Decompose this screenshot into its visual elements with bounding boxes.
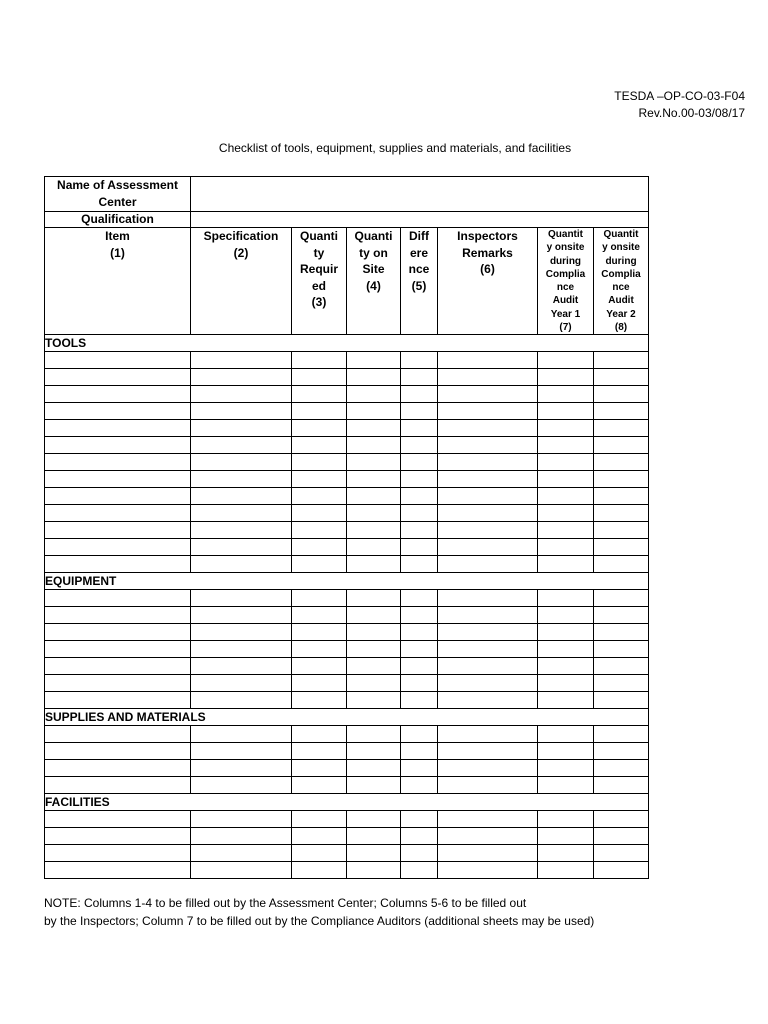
table-cell[interactable] bbox=[401, 505, 438, 522]
table-cell[interactable] bbox=[538, 471, 594, 488]
table-cell[interactable] bbox=[401, 828, 438, 845]
form-code: TESDA –OP-CO-03-F04 bbox=[614, 89, 745, 103]
table-cell[interactable] bbox=[438, 624, 538, 641]
table-cell[interactable] bbox=[191, 556, 292, 573]
table-cell[interactable] bbox=[191, 777, 292, 794]
table-cell[interactable] bbox=[538, 539, 594, 556]
table-cell[interactable] bbox=[45, 624, 191, 641]
table-cell[interactable] bbox=[292, 692, 347, 709]
table-cell[interactable] bbox=[347, 641, 401, 658]
table-cell[interactable] bbox=[292, 743, 347, 760]
table-cell[interactable] bbox=[538, 505, 594, 522]
table-cell[interactable] bbox=[538, 726, 594, 743]
table-cell[interactable] bbox=[45, 386, 191, 403]
table-cell[interactable] bbox=[45, 437, 191, 454]
table-cell[interactable] bbox=[594, 607, 649, 624]
table-cell[interactable] bbox=[594, 488, 649, 505]
table-row bbox=[45, 590, 649, 607]
table-cell[interactable] bbox=[594, 556, 649, 573]
table-cell[interactable] bbox=[401, 607, 438, 624]
table-row bbox=[45, 403, 649, 420]
table-cell[interactable] bbox=[538, 369, 594, 386]
table-cell[interactable] bbox=[292, 811, 347, 828]
table-cell[interactable] bbox=[45, 522, 191, 539]
table-cell[interactable] bbox=[594, 675, 649, 692]
table-cell[interactable] bbox=[45, 743, 191, 760]
table-cell[interactable] bbox=[401, 811, 438, 828]
column-header-row bbox=[45, 228, 649, 335]
section-header-row bbox=[45, 794, 649, 811]
table-cell[interactable] bbox=[45, 760, 191, 777]
table-row bbox=[45, 454, 649, 471]
table-cell[interactable] bbox=[191, 658, 292, 675]
table-cell[interactable] bbox=[191, 641, 292, 658]
table-cell[interactable] bbox=[438, 437, 538, 454]
column-header: Diff ere nce (5) bbox=[401, 228, 438, 335]
table-cell[interactable] bbox=[538, 488, 594, 505]
table-cell[interactable] bbox=[538, 828, 594, 845]
table-cell[interactable] bbox=[347, 590, 401, 607]
table-cell[interactable] bbox=[594, 811, 649, 828]
table-cell[interactable] bbox=[347, 369, 401, 386]
table-cell[interactable] bbox=[538, 522, 594, 539]
table-cell[interactable] bbox=[292, 522, 347, 539]
table-cell[interactable] bbox=[438, 845, 538, 862]
table-cell[interactable] bbox=[191, 352, 292, 369]
table-cell[interactable] bbox=[292, 675, 347, 692]
table-cell[interactable] bbox=[538, 624, 594, 641]
table-cell[interactable] bbox=[191, 386, 292, 403]
table-cell[interactable] bbox=[45, 488, 191, 505]
table-cell[interactable] bbox=[45, 692, 191, 709]
table-cell[interactable] bbox=[347, 692, 401, 709]
table-cell[interactable] bbox=[538, 760, 594, 777]
table-cell[interactable] bbox=[292, 641, 347, 658]
table-cell[interactable] bbox=[401, 522, 438, 539]
table-cell[interactable] bbox=[438, 641, 538, 658]
table-cell[interactable] bbox=[594, 641, 649, 658]
table-cell[interactable] bbox=[45, 352, 191, 369]
table-cell[interactable] bbox=[538, 420, 594, 437]
table-cell[interactable] bbox=[401, 471, 438, 488]
table-cell[interactable] bbox=[438, 386, 538, 403]
table-cell[interactable] bbox=[594, 828, 649, 845]
table-cell[interactable] bbox=[347, 488, 401, 505]
table-cell[interactable] bbox=[438, 556, 538, 573]
table-cell[interactable] bbox=[438, 590, 538, 607]
table-cell[interactable] bbox=[347, 420, 401, 437]
table-row bbox=[45, 828, 649, 845]
table-cell[interactable] bbox=[347, 658, 401, 675]
table-cell[interactable] bbox=[438, 403, 538, 420]
table-row bbox=[45, 777, 649, 794]
table-cell[interactable] bbox=[594, 420, 649, 437]
table-row bbox=[45, 624, 649, 641]
table-cell[interactable] bbox=[538, 454, 594, 471]
table-row bbox=[45, 845, 649, 862]
table-cell[interactable] bbox=[438, 658, 538, 675]
table-row bbox=[45, 522, 649, 539]
column-header: Item (1) bbox=[45, 228, 191, 335]
table-cell[interactable] bbox=[292, 624, 347, 641]
table-cell[interactable] bbox=[45, 658, 191, 675]
table-cell[interactable] bbox=[438, 539, 538, 556]
table-cell[interactable] bbox=[538, 352, 594, 369]
table-cell[interactable] bbox=[438, 352, 538, 369]
table-cell[interactable] bbox=[292, 556, 347, 573]
table-cell[interactable] bbox=[438, 488, 538, 505]
table-cell[interactable] bbox=[538, 675, 594, 692]
table-cell[interactable] bbox=[538, 743, 594, 760]
table-cell[interactable] bbox=[191, 862, 292, 879]
table-cell[interactable] bbox=[594, 692, 649, 709]
table-cell[interactable] bbox=[401, 352, 438, 369]
table-cell[interactable] bbox=[347, 760, 401, 777]
table-cell[interactable] bbox=[594, 403, 649, 420]
table-row bbox=[45, 505, 649, 522]
table-row bbox=[45, 488, 649, 505]
table-cell[interactable] bbox=[538, 607, 594, 624]
table-cell[interactable] bbox=[45, 471, 191, 488]
table-cell[interactable] bbox=[438, 777, 538, 794]
table-cell[interactable] bbox=[347, 386, 401, 403]
section-header-row bbox=[45, 573, 649, 590]
table-cell[interactable] bbox=[292, 505, 347, 522]
table-cell[interactable] bbox=[191, 760, 292, 777]
table-cell[interactable] bbox=[438, 505, 538, 522]
table-cell[interactable] bbox=[347, 556, 401, 573]
table-cell[interactable] bbox=[191, 726, 292, 743]
section-header-row bbox=[45, 335, 649, 352]
table-cell[interactable] bbox=[292, 352, 347, 369]
table-cell[interactable] bbox=[191, 454, 292, 471]
page-title: Checklist of tools, equipment, supplies and materials, and facilities bbox=[218, 141, 572, 155]
table-cell[interactable] bbox=[292, 420, 347, 437]
table-cell[interactable] bbox=[45, 505, 191, 522]
table-cell[interactable] bbox=[292, 454, 347, 471]
table-cell[interactable] bbox=[438, 862, 538, 879]
table-cell[interactable] bbox=[347, 607, 401, 624]
table-cell[interactable] bbox=[347, 675, 401, 692]
table-cell[interactable] bbox=[401, 420, 438, 437]
table-cell[interactable] bbox=[191, 590, 292, 607]
table-cell[interactable] bbox=[347, 352, 401, 369]
table-cell[interactable] bbox=[438, 811, 538, 828]
table-cell[interactable] bbox=[538, 556, 594, 573]
table-cell[interactable] bbox=[438, 369, 538, 386]
table-row bbox=[45, 811, 649, 828]
table-row bbox=[45, 386, 649, 403]
table-cell[interactable] bbox=[347, 522, 401, 539]
footnote-line: by the Inspectors; Column 7 to be filled out by the Compliance Auditors (additional sheets may be used) bbox=[44, 914, 595, 928]
table-cell[interactable] bbox=[45, 811, 191, 828]
table-cell[interactable] bbox=[401, 539, 438, 556]
table-cell[interactable] bbox=[438, 471, 538, 488]
table-cell[interactable] bbox=[594, 777, 649, 794]
table-cell[interactable] bbox=[292, 862, 347, 879]
table-cell[interactable] bbox=[45, 641, 191, 658]
table-cell[interactable] bbox=[292, 590, 347, 607]
table-row bbox=[45, 471, 649, 488]
table-cell[interactable] bbox=[594, 505, 649, 522]
table-cell[interactable] bbox=[401, 641, 438, 658]
table-cell[interactable] bbox=[401, 845, 438, 862]
table-cell[interactable] bbox=[538, 641, 594, 658]
table-row bbox=[45, 437, 649, 454]
table-cell[interactable] bbox=[347, 437, 401, 454]
table-row bbox=[45, 726, 649, 743]
table-cell[interactable] bbox=[292, 386, 347, 403]
table-cell[interactable] bbox=[401, 624, 438, 641]
table-cell[interactable] bbox=[594, 726, 649, 743]
table-cell[interactable] bbox=[191, 403, 292, 420]
table-cell[interactable] bbox=[401, 590, 438, 607]
table-cell[interactable] bbox=[292, 369, 347, 386]
table-cell[interactable] bbox=[191, 522, 292, 539]
table-cell[interactable] bbox=[438, 692, 538, 709]
table-cell[interactable] bbox=[538, 437, 594, 454]
table-cell[interactable] bbox=[594, 386, 649, 403]
table-cell[interactable] bbox=[401, 488, 438, 505]
table-cell[interactable] bbox=[594, 658, 649, 675]
table-cell[interactable] bbox=[401, 437, 438, 454]
table-cell[interactable] bbox=[401, 675, 438, 692]
table-cell[interactable] bbox=[45, 607, 191, 624]
table-cell[interactable] bbox=[594, 845, 649, 862]
table-cell[interactable] bbox=[594, 454, 649, 471]
table-cell[interactable] bbox=[401, 862, 438, 879]
table-cell[interactable] bbox=[438, 454, 538, 471]
section-header: SUPPLIES AND MATERIALS bbox=[45, 709, 649, 726]
column-header: Quantit y onsite during Complia nce Audit Year 1 (7) bbox=[538, 228, 594, 335]
table-cell[interactable] bbox=[292, 403, 347, 420]
table-cell[interactable] bbox=[438, 828, 538, 845]
checklist-table bbox=[44, 176, 649, 879]
table-row bbox=[45, 675, 649, 692]
table-cell[interactable] bbox=[45, 726, 191, 743]
table-cell[interactable] bbox=[347, 828, 401, 845]
table-cell[interactable] bbox=[401, 760, 438, 777]
table-cell[interactable] bbox=[347, 777, 401, 794]
table-cell[interactable] bbox=[347, 505, 401, 522]
table-cell[interactable] bbox=[347, 811, 401, 828]
table-cell[interactable] bbox=[45, 590, 191, 607]
table-row bbox=[45, 352, 649, 369]
table-row bbox=[45, 862, 649, 879]
table-cell[interactable] bbox=[191, 743, 292, 760]
column-header: Specification (2) bbox=[191, 228, 292, 335]
table-cell[interactable] bbox=[594, 590, 649, 607]
table-cell[interactable] bbox=[292, 539, 347, 556]
table-cell[interactable] bbox=[45, 420, 191, 437]
column-header: Inspectors Remarks (6) bbox=[438, 228, 538, 335]
table-cell[interactable] bbox=[347, 471, 401, 488]
table-cell[interactable] bbox=[538, 590, 594, 607]
table-cell[interactable] bbox=[191, 471, 292, 488]
table-cell[interactable] bbox=[347, 726, 401, 743]
table-cell[interactable] bbox=[191, 828, 292, 845]
section-header: TOOLS bbox=[45, 335, 649, 352]
table-cell[interactable] bbox=[438, 760, 538, 777]
table-cell[interactable] bbox=[191, 845, 292, 862]
table-cell[interactable] bbox=[45, 369, 191, 386]
qualification-label: Qualification bbox=[45, 212, 191, 228]
table-cell[interactable] bbox=[538, 845, 594, 862]
table-cell[interactable] bbox=[401, 369, 438, 386]
table-cell[interactable] bbox=[347, 862, 401, 879]
table-cell[interactable] bbox=[538, 862, 594, 879]
table-cell[interactable] bbox=[594, 539, 649, 556]
column-header: Quanti ty on Site (4) bbox=[347, 228, 401, 335]
table-cell[interactable] bbox=[594, 862, 649, 879]
table-cell[interactable] bbox=[191, 692, 292, 709]
table-cell[interactable] bbox=[292, 777, 347, 794]
table-cell[interactable] bbox=[401, 386, 438, 403]
table-cell[interactable] bbox=[594, 624, 649, 641]
section-header: FACILITIES bbox=[45, 794, 649, 811]
footnote bbox=[44, 894, 594, 930]
assessment-center-field[interactable] bbox=[191, 177, 649, 212]
table-cell[interactable] bbox=[401, 743, 438, 760]
table-cell[interactable] bbox=[347, 845, 401, 862]
table-cell[interactable] bbox=[594, 437, 649, 454]
table-cell[interactable] bbox=[401, 403, 438, 420]
table-cell[interactable] bbox=[538, 777, 594, 794]
table-row bbox=[45, 556, 649, 573]
table-cell[interactable] bbox=[401, 658, 438, 675]
table-cell[interactable] bbox=[594, 352, 649, 369]
table-cell[interactable] bbox=[292, 658, 347, 675]
table-cell[interactable] bbox=[438, 743, 538, 760]
table-cell[interactable] bbox=[45, 845, 191, 862]
table-cell[interactable] bbox=[438, 420, 538, 437]
section-header: EQUIPMENT bbox=[45, 573, 649, 590]
table-row bbox=[45, 658, 649, 675]
table-cell[interactable] bbox=[292, 437, 347, 454]
table-cell[interactable] bbox=[538, 386, 594, 403]
revision-number: Rev.No.00-03/08/17 bbox=[638, 106, 745, 120]
table-cell[interactable] bbox=[191, 369, 292, 386]
table-cell[interactable] bbox=[401, 556, 438, 573]
table-cell[interactable] bbox=[538, 658, 594, 675]
table-cell[interactable] bbox=[292, 488, 347, 505]
table-cell[interactable] bbox=[45, 828, 191, 845]
table-cell[interactable] bbox=[292, 471, 347, 488]
table-row bbox=[45, 743, 649, 760]
table-cell[interactable] bbox=[438, 607, 538, 624]
table-row bbox=[45, 539, 649, 556]
table-cell[interactable] bbox=[292, 607, 347, 624]
table-cell[interactable] bbox=[292, 845, 347, 862]
table-cell[interactable] bbox=[438, 726, 538, 743]
table-cell[interactable] bbox=[191, 420, 292, 437]
table-cell[interactable] bbox=[438, 675, 538, 692]
table-row bbox=[45, 369, 649, 386]
table-cell[interactable] bbox=[191, 505, 292, 522]
table-row bbox=[45, 760, 649, 777]
table-cell[interactable] bbox=[594, 760, 649, 777]
qualification-field[interactable] bbox=[191, 212, 649, 228]
table-row bbox=[45, 420, 649, 437]
table-cell[interactable] bbox=[594, 522, 649, 539]
table-row bbox=[45, 641, 649, 658]
table-cell[interactable] bbox=[292, 726, 347, 743]
table-cell[interactable] bbox=[538, 811, 594, 828]
table-cell[interactable] bbox=[191, 607, 292, 624]
table-cell[interactable] bbox=[594, 471, 649, 488]
table-cell[interactable] bbox=[347, 624, 401, 641]
table-cell[interactable] bbox=[191, 539, 292, 556]
table-cell[interactable] bbox=[191, 811, 292, 828]
table-row bbox=[45, 692, 649, 709]
table-cell[interactable] bbox=[45, 403, 191, 420]
assessment-center-label: Name of Assessment Center bbox=[45, 177, 191, 212]
section-header-row bbox=[45, 709, 649, 726]
table-cell[interactable] bbox=[401, 726, 438, 743]
table-cell[interactable] bbox=[438, 522, 538, 539]
column-header: Quanti ty Requir ed (3) bbox=[292, 228, 347, 335]
column-header: Quantit y onsite during Complia nce Audit Year 2 (8) bbox=[594, 228, 649, 335]
table-cell[interactable] bbox=[191, 624, 292, 641]
table-cell[interactable] bbox=[45, 777, 191, 794]
table-cell[interactable] bbox=[292, 760, 347, 777]
table-cell[interactable] bbox=[401, 692, 438, 709]
table-cell[interactable] bbox=[292, 828, 347, 845]
table-cell[interactable] bbox=[191, 437, 292, 454]
table-cell[interactable] bbox=[347, 403, 401, 420]
table-cell[interactable] bbox=[401, 454, 438, 471]
table-cell[interactable] bbox=[401, 777, 438, 794]
table-cell[interactable] bbox=[45, 539, 191, 556]
footnote-line: NOTE: Columns 1-4 to be filled out by the Assessment Center; Columns 5-6 to be filled out bbox=[44, 896, 527, 910]
table-cell[interactable] bbox=[191, 488, 292, 505]
table-cell[interactable] bbox=[45, 454, 191, 471]
table-row bbox=[45, 607, 649, 624]
table-cell[interactable] bbox=[347, 743, 401, 760]
table-cell[interactable] bbox=[45, 862, 191, 879]
table-cell[interactable] bbox=[191, 675, 292, 692]
table-cell[interactable] bbox=[538, 692, 594, 709]
table-cell[interactable] bbox=[45, 675, 191, 692]
table-cell[interactable] bbox=[538, 403, 594, 420]
table-cell[interactable] bbox=[594, 369, 649, 386]
table-cell[interactable] bbox=[347, 454, 401, 471]
table-cell[interactable] bbox=[347, 539, 401, 556]
table-cell[interactable] bbox=[594, 743, 649, 760]
table-cell[interactable] bbox=[45, 556, 191, 573]
